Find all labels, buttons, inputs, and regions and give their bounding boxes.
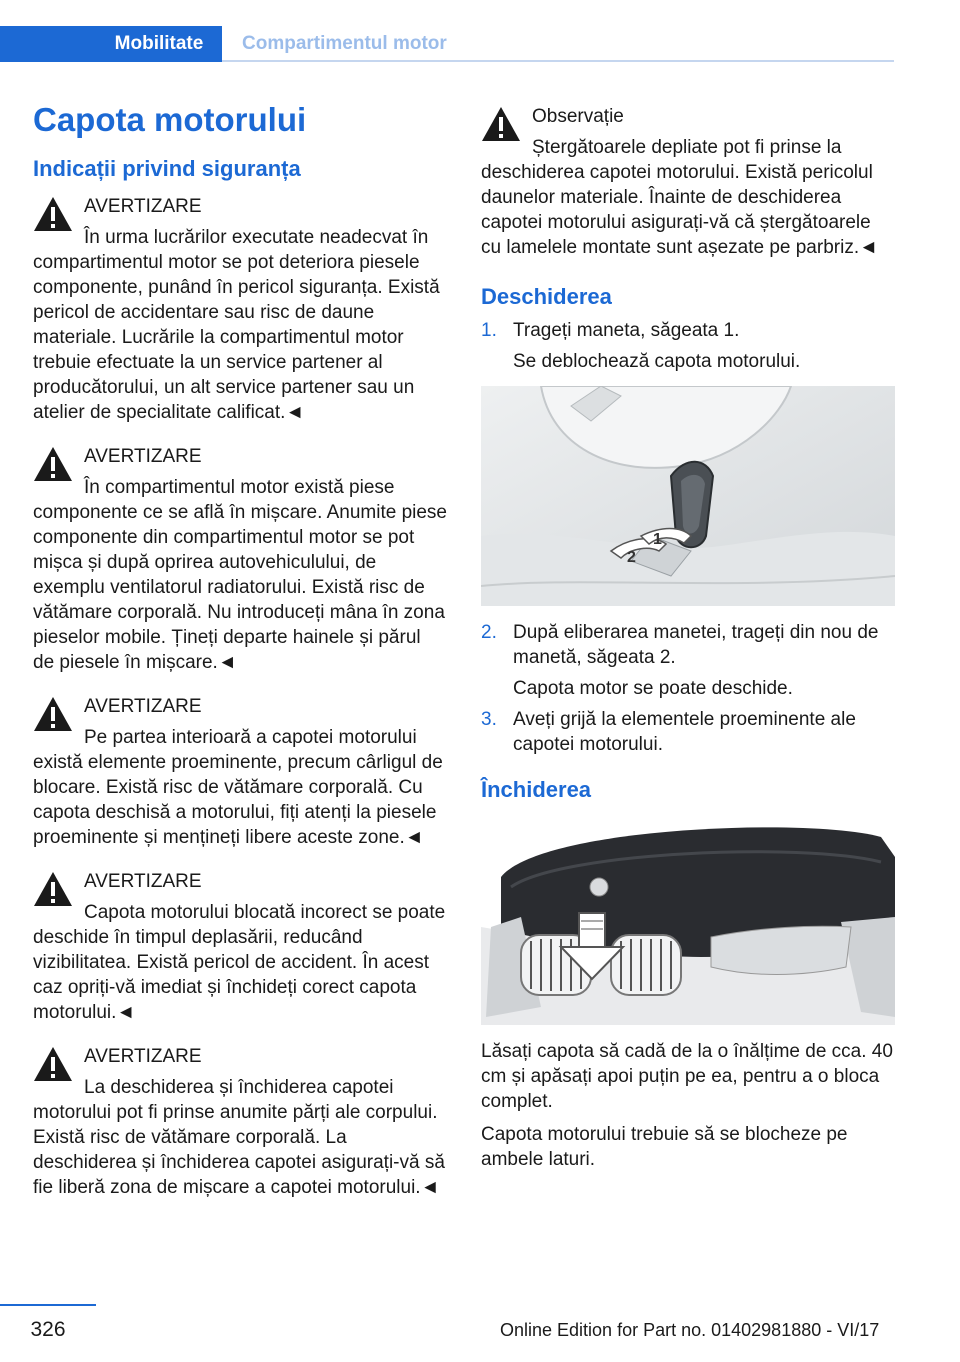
closing-instruction: Lăsați capota să cadă de la o înălțime de cca. 40 cm și apăsați apoi puțin pe ea, pentru a o bloca complet. [481,1041,893,1112]
warning-block [33,194,447,425]
warning-label: AVERTIZARE [84,446,202,467]
note-block [481,104,895,260]
warning-block [33,1044,447,1200]
warning-label: AVERTIZARE [84,1046,202,1067]
footer-accent-line [0,1304,96,1306]
step-result: Se deblochează capota motorului. [513,351,801,372]
opening-steps-continued [481,620,895,757]
note-warning-icon [481,106,521,142]
step-result: Capota motor se poate deschide. [513,678,793,699]
warning-text: Capota motorului blocată incorect se poate deschide în timpul deplasării, reducând vizibilitatea. Există pericol de accident. În acest caz opriți-vă imediat și închideți corect capota motorului.◄ [33,902,446,1023]
warning-label: AVERTIZARE [84,871,202,892]
step-item [481,318,895,374]
arrow-label-1: 1 [653,531,662,548]
hood-closing-image [481,817,895,1025]
closing-note: Capota motorului trebuie să se blocheze pe ambele laturi. [481,1124,848,1170]
left-column [33,96,447,1200]
step-number: 1. [481,320,497,341]
warning-label: AVERTIZARE [84,696,202,717]
header-divider [222,60,894,62]
warning-icon [33,196,73,232]
note-label: Observație [532,106,624,127]
section-title-opening: Deschiderea [481,284,612,309]
warning-icon [33,696,73,732]
page-title: Capota motorului [33,101,307,138]
opening-steps [481,318,895,374]
tab-compartimentul-motor[interactable]: Compartimentul motor [242,33,447,54]
header-accent-bar [0,26,96,62]
tab-mobilitate[interactable]: Mobilitate [96,26,222,62]
edition-note: Online Edition for Part no. 01402981880 - VI/17 [500,1320,880,1340]
warning-icon [33,871,73,907]
right-column [481,96,895,1172]
warning-icon [33,1046,73,1082]
warning-block [33,444,447,675]
warning-icon [33,446,73,482]
warning-block [33,694,447,850]
page-number: 326 [30,1318,66,1341]
step-number: 2. [481,622,497,643]
step-text: Aveți grijă la elementele proeminente ale capotei motorului. [513,709,856,755]
hood-release-lever-image [481,386,895,606]
hood-release-illustration [481,386,895,606]
note-text: Ștergătoarele depliate pot fi prinse la deschiderea capotei motorului. Există pericolul daunelor materiale. Înainte de deschiderea capotei motorului asigurați-vă că ștergătoarele cu lamelele montate sunt așezate pe parbriz.◄ [481,137,878,258]
step-item [481,620,895,701]
step-text: Trageți maneta, săgeata 1. [513,320,740,341]
warning-text: În urma lucrărilor executate neadecvat în compartimentul motor se pot deteriora piesele componente, punând în pericol siguranța. Există pericol de accidentare sau risc de daune materiale. Lucrările la compartimentul motor trebuie efectuate la un service partener al producătorului, un alt service partener sau un atelier de specialitate calificat.◄ [33,227,440,423]
step-number: 3. [481,709,497,730]
warning-label: AVERTIZARE [84,196,202,217]
warning-text: În compartimentul motor există piese componente ce se află în mișcare. Anumite piese componente din compartimentul motor se pot mișca și după oprirea autovehiculului, de exemplu ventilatorul radiatorului. Există risc de vătămare corporală. Nu introduceți mâna în zona pieselor mobile. Țineți departe hainele și părul de piesele în mișcare.◄ [33,477,448,673]
warning-text: La deschiderea și închiderea capotei motorului pot fi prinse anumite părți ale corpului. Există risc de vătămare corporală. La deschiderea și închiderea capotei asigurați-vă să fie liberă zona de mișcare a capotei motorului.◄ [33,1077,445,1198]
hood-closing-illustration [481,817,895,1025]
arrow-label-2: 2 [627,549,636,566]
step-item [481,707,895,757]
section-title-safety: Indicații privind siguranța [33,156,301,181]
step-text: După eliberarea manetei, trageți din nou de manetă, săgeata 2. [513,622,879,668]
section-title-closing: Închiderea [481,777,592,802]
warning-block [33,869,447,1025]
warning-text: Pe partea interioară a capotei motorului există elemente proeminente, precum cârligul de blocare. Există risc de vătămare corporală. Cu capota deschisă a motorului, fiți atenți la piesele proeminente și mențineți libere aceste zone.◄ [33,727,443,848]
